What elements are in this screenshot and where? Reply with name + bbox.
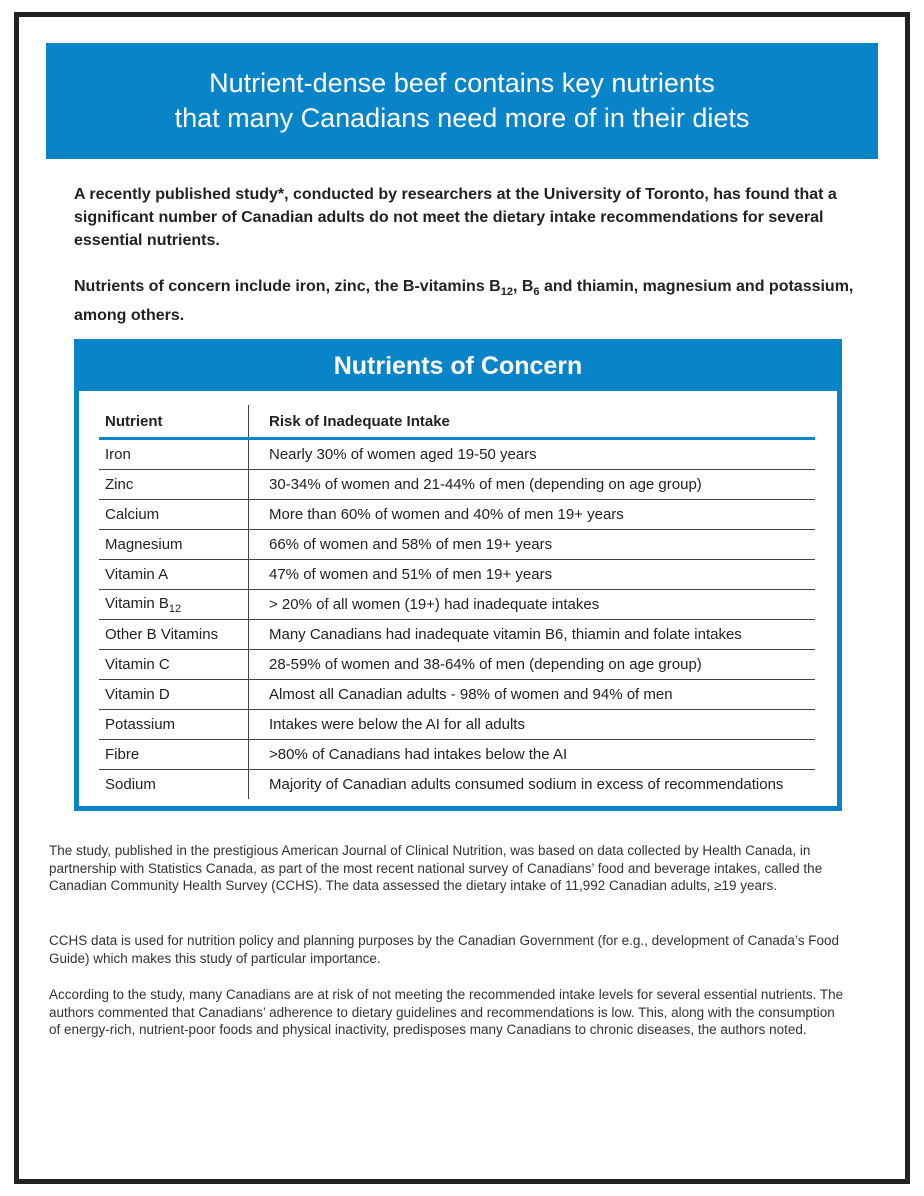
risk-cell: > 20% of all women (19+) had inadequate intakes [249,590,816,620]
nutrient-cell: Potassium [99,710,249,740]
table-header-row [99,405,815,439]
table-row [99,500,815,530]
body-paragraph-2: CCHS data is used for nutrition policy and planning purposes by the Canadian Government (for e.g., development of Canada’s Food Guide) which makes this study of particular importance. [49,933,839,966]
table-row [99,470,815,500]
nutrient-cell: Sodium [99,770,249,800]
risk-cell: More than 60% of women and 40% of men 19+ years [249,500,816,530]
nutrient-cell: Vitamin A [99,560,249,590]
banner-title-line-2: that many Canadians need more of in their diets [174,103,750,133]
table-row [99,680,815,710]
nutrients-table [99,405,815,799]
nutrient-cell: Vitamin C [99,650,249,680]
risk-cell: 28-59% of women and 38-64% of men (depending on age group) [249,650,816,680]
nutrient-cell: Other B Vitamins [99,620,249,650]
body-paragraph-3: According to the study, many Canadians are at risk of not meeting the recommended intake levels for several essential nutrients. The authors commented that Canadians’ adherence to dietary guidelines and recommendations is low. This, along with the consumption of energy-rich, nutrient-poor foods and physical inactivity, predisposes many Canadians to chronic diseases, the authors noted. [49,987,844,1037]
risk-cell: Intakes were below the AI for all adults [249,710,816,740]
risk-cell: >80% of Canadians had intakes below the AI [249,740,816,770]
table-row [99,560,815,590]
intro-paragraph-1: A recently published study*, conducted by researchers at the University of Toronto, has found that a significant number of Canadian adults do not meet the dietary intake recommendations for several essential nutrients. [74,186,837,249]
page-frame [14,12,910,1184]
nutrient-name: Vitamin B [105,594,169,612]
intro-p2-text-a: Nutrients of concern include iron, zinc, the B-vitamins B [74,278,501,295]
nutrient-cell: Vitamin D [99,680,249,710]
table-row [99,439,815,470]
intro-paragraph-2 [74,275,874,327]
table-row [99,590,815,620]
nutrient-cell: Magnesium [99,530,249,560]
intro-p2-text-c: and thiamin, magnesium and potassium, among others. [74,278,854,324]
nutrients-table-box [74,339,842,811]
risk-cell: Majority of Canadian adults consumed sodium in excess of recommendations [269,776,784,793]
risk-cell: Almost all Canadian adults - 98% of women and 94% of men [249,680,816,710]
header-banner [46,43,878,159]
intro-p2-subscript-6: 6 [533,286,540,298]
risk-cell: 66% of women and 58% of men 19+ years [249,530,816,560]
table-row [99,770,815,800]
table-row [99,740,815,770]
table-row [99,650,815,680]
table-title: Nutrients of Concern [79,344,837,391]
body-paragraph-1: The study, published in the prestigious American Journal of Clinical Nutrition, was based on data collected by Health Canada, in partnership with Statistics Canada, as part of the most recent national survey of Canadians’ food and beverage intakes, called the Canadian Community Health Survey (CCHS). The data assessed the dietary intake of 11,992 Canadian adults, ≥19 years. [49,843,823,893]
table-row [99,710,815,740]
risk-cell: Nearly 30% of women aged 19-50 years [249,439,816,470]
nutrient-cell [99,590,249,620]
table-row [99,530,815,560]
nutrient-cell: Iron [99,439,249,470]
nutrient-cell: Fibre [99,740,249,770]
risk-cell: 47% of women and 51% of men 19+ years [249,560,816,590]
risk-cell: Many Canadians had inadequate vitamin B6, thiamin and folate intakes [249,620,816,650]
nutrient-subscript: 12 [168,602,182,615]
intro-p2-subscript-12: 12 [500,286,513,298]
intro-p2-text-b: , B [512,278,534,295]
risk-cell: 30-34% of women and 21-44% of men (depending on age group) [249,470,816,500]
header-risk: Risk of Inadequate Intake [249,405,816,439]
nutrient-cell: Calcium [99,500,249,530]
banner-title-line-1: Nutrient-dense beef contains key nutrients [209,68,715,98]
table-row [99,620,815,650]
nutrient-cell: Zinc [99,470,249,500]
header-nutrient: Nutrient [99,405,249,439]
